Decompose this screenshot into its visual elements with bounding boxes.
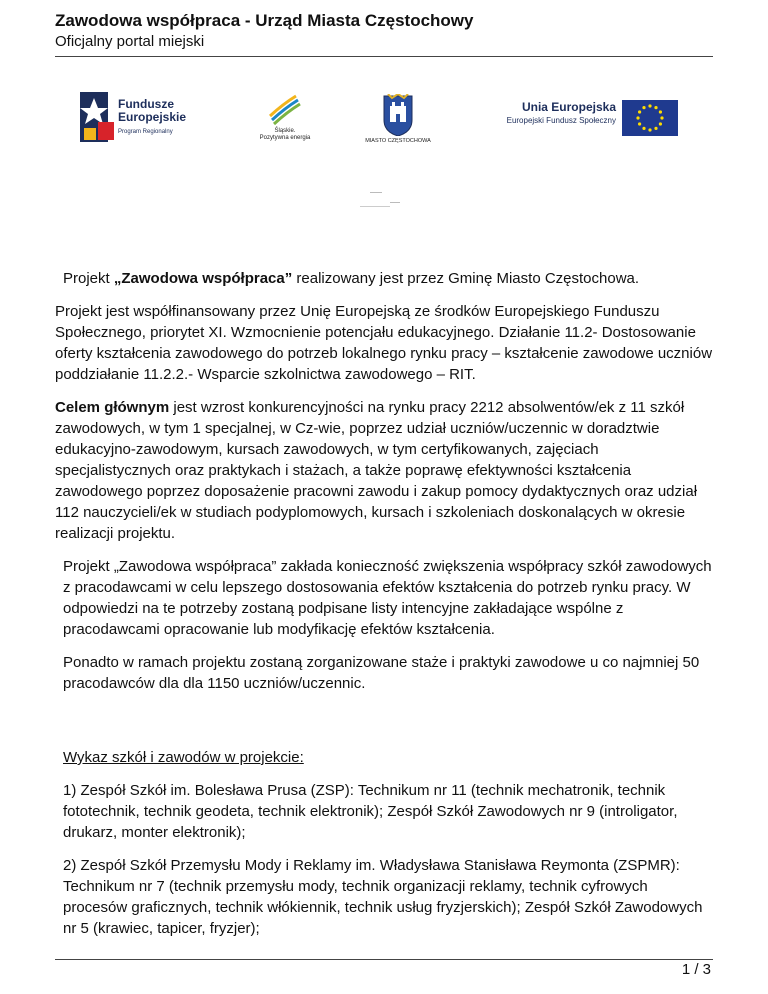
slaskie-logo (250, 94, 320, 141)
eu-flag-icon (622, 100, 678, 136)
page-header (55, 10, 713, 52)
header-divider (55, 56, 713, 57)
miasto-czestochowa-logo (365, 94, 431, 144)
miasto-label: MIASTO CZĘSTOCHOWA (365, 138, 431, 144)
site-title: Zawodowa współpraca - Urząd Miasta Częstochowy (55, 11, 474, 30)
slaskie-line2: Pozytywna energia (259, 135, 311, 141)
goal-label: Celem głównym (55, 399, 170, 416)
city-crest-icon (366, 94, 430, 136)
fe-star-icon (80, 92, 114, 142)
cofinance-paragraph: Projekt jest współfinansowany przez Unię Europejską ze środków Europejskiego Funduszu Społecznego, priorytet XI. Wzmocnienie potencjału edukacyjnego. Działanie 11.2- Dostosowanie oferty kształcenia zawodowego do potrzeb lokalnego rynku pracy – kształcenie zawodowe uczniów poddziałanie 11.2.2.- Wsparcie szkolnictwa zawodowego – RIT. (55, 303, 713, 383)
intro-text-b: realizowany jest przez Gminę Miasto Częstochowa. (292, 270, 640, 287)
slaskie-wave-icon (250, 94, 320, 128)
site-subtitle: Oficjalny portal miejski (55, 33, 205, 50)
intro-paragraph (55, 268, 715, 289)
school-list-item: 2) Zespół Szkół Przemysłu Mody i Reklamy im. Władysława Stanisława Reymonta (ZSPMR): Technikum nr 7 (technik przemysłu mody, technik organizacji reklamy, technik cyfrowych procesów graficznych, technik włókiennik, technik usług fryzjerskich); Zespół Szkół Zawodowych nr 5 (krawiec, tapicer, fryzjer); (63, 857, 703, 937)
logo-strip (0, 90, 768, 150)
article-body (55, 268, 715, 939)
intro-text-a: Projekt (63, 270, 114, 287)
goal-paragraph (55, 397, 715, 544)
faint-marks (360, 190, 410, 221)
page-number: 1 / 3 (681, 961, 711, 978)
faint-dots-icon (360, 190, 410, 220)
slaskie-line1: Śląskie. (274, 128, 296, 134)
internships-paragraph: Ponadto w ramach projektu zostaną zorganizowane staże i praktyki zawodowe u co najmniej 50 pracodawców dla dla 1150 uczniów/uczennic. (63, 654, 700, 692)
goal-text: jest wzrost konkurencyjności na rynku pracy 2212 absolwentów/ek z 11 szkół zawodowych, w tym 1 specjalnej, w Cz-wie, poprzez udział uczniów/uczennic w doradztwie edukacyjno-zawodowym, kursach zawodowych, w tym certyfikowanych, zajęciach specjalistycznych oraz praktykach i stażach, a także poprawę efektywności kształcenia zawodowego poprzez doposażenie pracowni zawodu i zakup pomocy dydaktycznych oraz udział 112 nauczycieli/ek w studiach podyplomowych, kursach i szkoleniach doskonalących w okresie realizacji projektu. (55, 399, 698, 542)
school-list-heading: Wykaz szkół i zawodów w projekcie: (63, 749, 304, 766)
footer-divider (55, 959, 713, 960)
fe-line2: Europejskie (118, 110, 187, 124)
cooperation-paragraph: Projekt „Zawodowa współpraca” zakłada konieczność zwiększenia współpracy szkół zawodowych z pracodawcami w celu lepszego dostosowania efektów kształcenia do potrzeb rynku pracy. W odpowiedzi na te potrzeby zostaną podpisane listy intencyjne zakładające wspólne z pracodawcami opracowanie lub modyfikację efektów kształcenia. (63, 558, 712, 638)
fe-line3: Program Regionalny (118, 129, 173, 135)
fe-line1: Fundusze (118, 97, 174, 111)
fundusze-europejskie-logo (80, 92, 187, 147)
ue-line2: Europejski Fundusz Społeczny (506, 116, 616, 125)
ue-line1: Unia Europejska (521, 100, 616, 114)
school-list-item: 1) Zespół Szkół im. Bolesława Prusa (ZSP): Technikum nr 11 (technik mechatronik, technik fototechnik, technik geodeta, technik elektronik); Zespół Szkół Zawodowych nr 9 (introligator, drukarz, monter elektronik); (63, 782, 678, 841)
project-name: „Zawodowa współpraca” (113, 270, 293, 287)
